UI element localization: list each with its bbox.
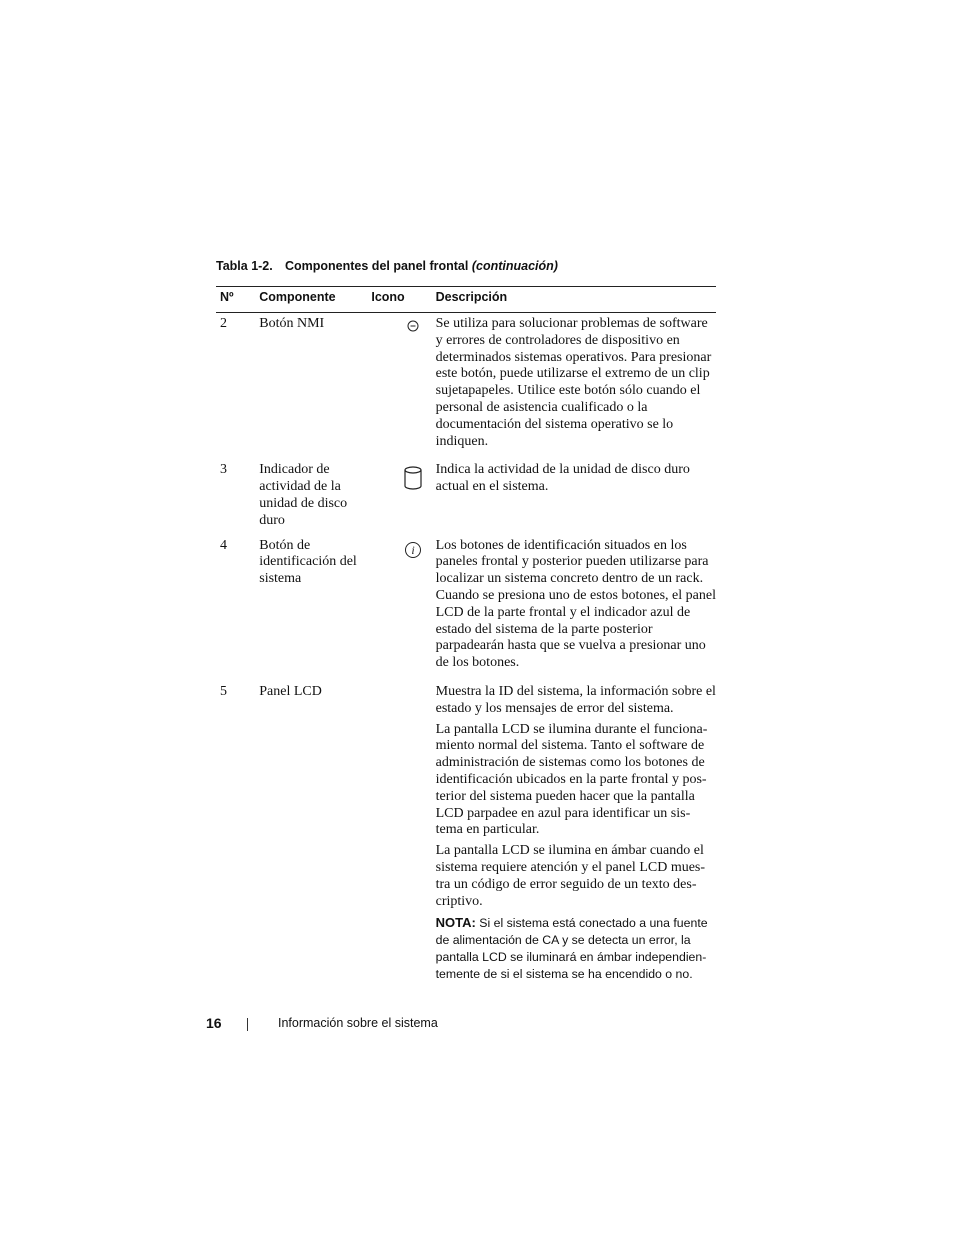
header-icon: Icono xyxy=(371,287,435,313)
row-number: 4 xyxy=(220,537,227,553)
description-paragraph: Muestra la ID del sistema, la información sobre el estado y los mensajes de error del sistema. xyxy=(435,683,716,716)
header-description: Descripción xyxy=(436,287,716,313)
svg-text:i: i xyxy=(411,542,416,557)
description-paragraph: La pantalla LCD se ilumina en ámbar cuando el sistema requiere atención y el panel LCD mues-tra un código de error seguido de un texto des-criptivo. xyxy=(435,843,706,909)
footer-section-title: Información sobre el sistema xyxy=(278,1016,438,1030)
row-description xyxy=(436,683,716,990)
page-number: 16 xyxy=(206,1015,222,1031)
row-component: Panel LCD xyxy=(259,683,322,699)
table-caption xyxy=(216,259,558,273)
table-caption-continuation: (continuación) xyxy=(471,259,558,273)
nmi-button-icon xyxy=(406,319,420,333)
table-header-row xyxy=(216,287,716,313)
components-table xyxy=(216,286,716,990)
info-icon xyxy=(404,541,422,559)
header-component: Componente xyxy=(259,287,371,313)
row-number: 2 xyxy=(220,316,227,331)
description-paragraph: Indica la actividad de la unidad de disco duro actual en el sistema. xyxy=(435,462,690,495)
table-row xyxy=(216,313,716,462)
hard-drive-icon xyxy=(403,465,423,491)
description-paragraph: La pantalla LCD se ilumina durante el funciona-miento normal del sistema. Tanto el software de administración de sistemas como los botones de identificación ubicados en la parte frontal y pos-terior del sistema pueden hacer que la pantalla LCD parpadee en azul para identificar un sis-tema en particular. xyxy=(435,721,708,838)
description-paragraph: Los botones de identificación situados en los paneles frontal y posterior pueden utilizarse para localizar un sistema concreto dentro de un rack. Cuando se presiona uno de estos botones, el panel LCD de la parte frontal y el indicador azul de estado del sistema de la parte posterior parpadearán hasta que se vuelva a presionar uno de los botones. xyxy=(435,537,716,671)
table-row xyxy=(216,461,716,536)
footer-divider xyxy=(247,1018,248,1031)
note-block xyxy=(436,914,716,983)
row-number: 3 xyxy=(220,462,227,478)
row-description xyxy=(436,537,716,683)
row-component: Indicador de actividad de la unidad de disco duro xyxy=(259,462,348,528)
header-no: Nº xyxy=(216,287,259,313)
table-row xyxy=(216,683,716,990)
row-description xyxy=(436,313,716,462)
row-component: Botón NMI xyxy=(259,316,325,331)
note-label: NOTA: xyxy=(435,915,476,931)
row-description xyxy=(436,461,716,536)
row-number: 5 xyxy=(220,683,227,699)
table-caption-label: Tabla 1-2. xyxy=(216,259,273,273)
note-text: Si el sistema está conectado a una fuente de alimentación de CA y se detecta un error, la pantalla LCD se iluminará en ámbar independien-temente de si el sistema se ha encendido o no. xyxy=(435,916,708,982)
row-component: Botón de identificación del sistema xyxy=(259,537,357,587)
description-paragraph: Se utiliza para solucionar problemas de software y errores de controladores de dispositivo en determinados sistemas operativos. Para presionar este botón, puede utilizarse el extremo de un clip sujetapapeles. Utilice este botón sólo cuando el personal de asistencia cualificado o la documentación del sistema operativo se lo indiquen. xyxy=(435,316,712,449)
table-row xyxy=(216,537,716,683)
table-caption-title: Componentes del panel frontal xyxy=(285,259,469,273)
